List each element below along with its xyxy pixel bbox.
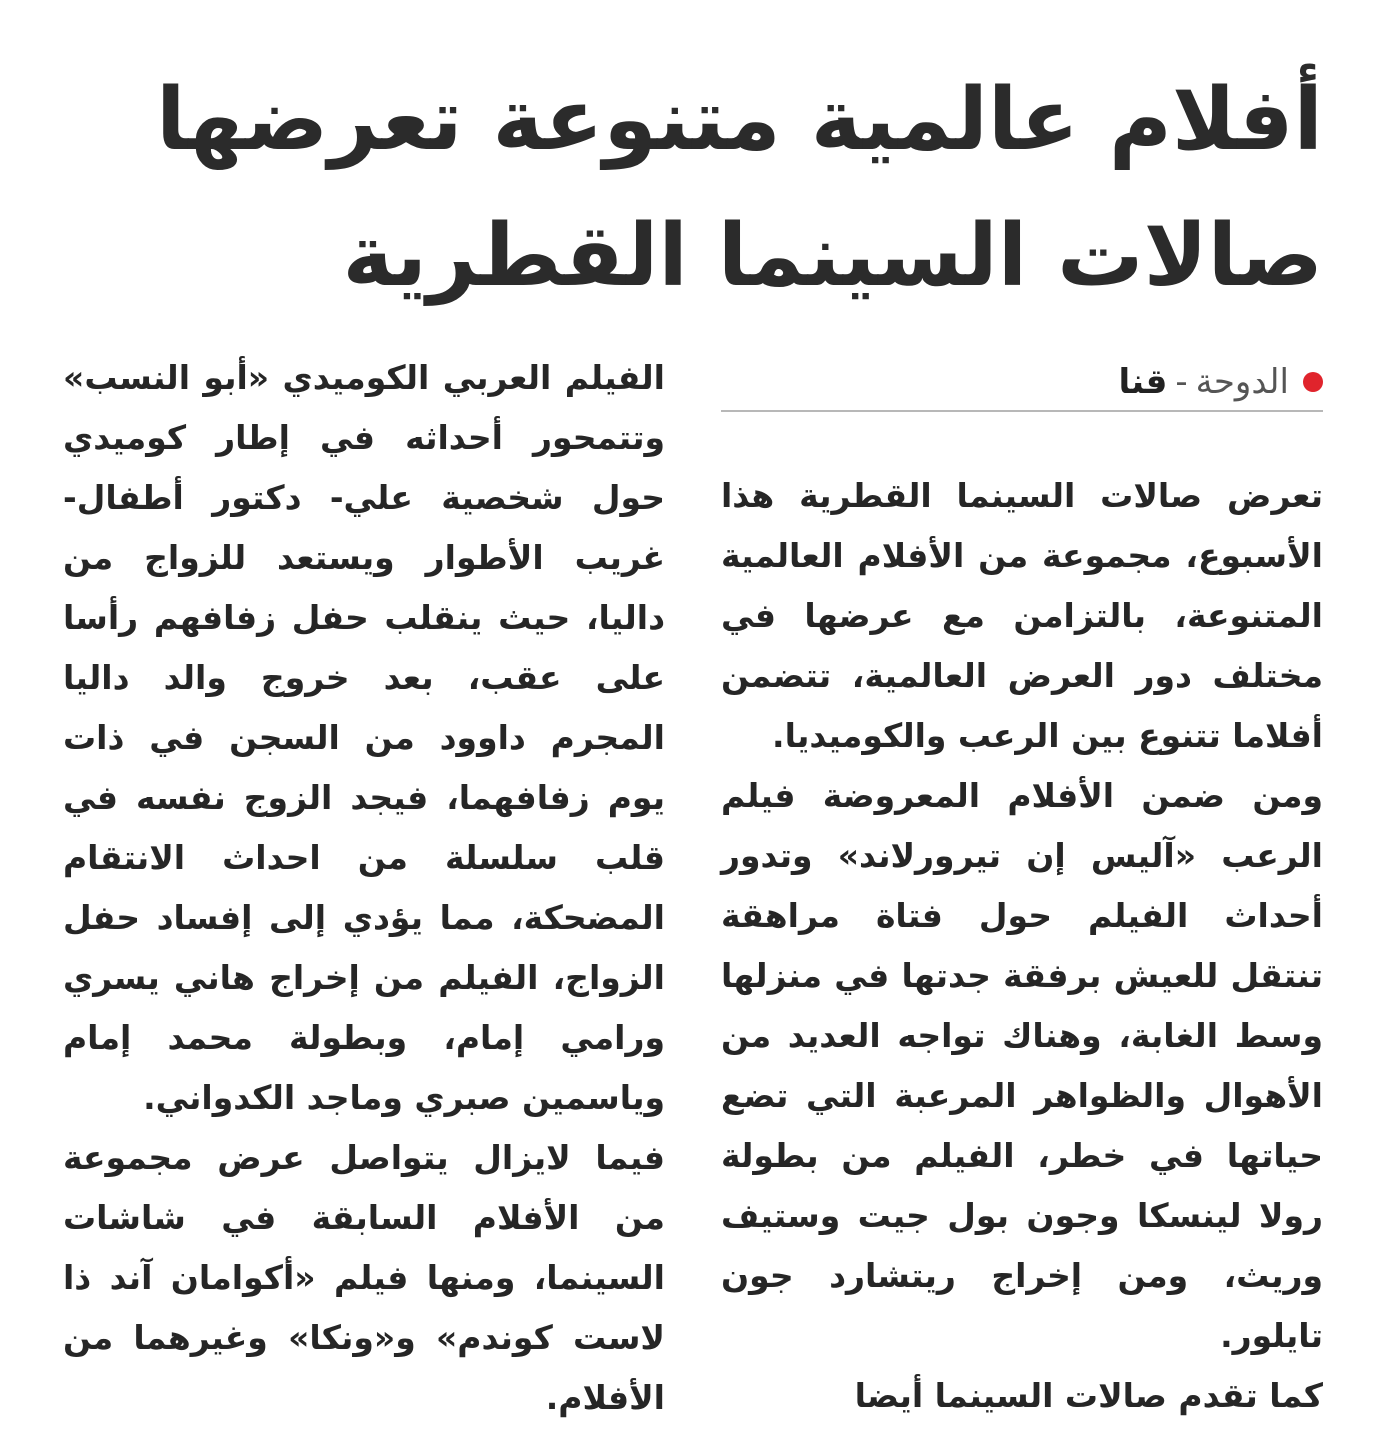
body-paragraph: فيما لايزال يتواصل عرض مجموعة من الأفلام السابقة في شاشات السينما، ومنها فيلم «أكوامان آند ذا لاست كوندم» و«ونكا» وغيرهما من الأفلام. — [63, 1138, 665, 1417]
body-paragraph: ومن ضمن الأفلام المعروضة فيلم الرعب «آليس إن تيرورلاند» وتدور أحداث الفيلم حول فتاة مراهقة تنتقل للعيش برفقة جدتها في منزلها وسط الغابة، وهناك تواجه العديد من الأهوال والظواهر المرعبة التي تضع حياتها في خطر، الفيلم من بطولة رولا لينسكا وجون بول جيت وستيف وريث، ومن إخراج ريتشارد جون تايلور. — [721, 776, 1323, 1355]
dateline-city: الدوحة — [1195, 362, 1289, 402]
article-body — [63, 348, 1323, 1417]
body-column-right — [721, 348, 1323, 1426]
article-headline: أفلام عالمية متنوعة تعرضها صالات السينما القطرية — [156, 70, 1323, 306]
body-paragraph: كما تقدم صالات السينما أيضا — [854, 1376, 1323, 1415]
dateline — [721, 348, 1323, 412]
dateline-agency: قنا — [1118, 362, 1168, 402]
red-dot-icon — [1303, 372, 1323, 392]
body-paragraph: تعرض صالات السينما القطرية هذا الأسبوع، مجموعة من الأفلام العالمية المتنوعة، بالتزامن مع عرضها في مختلف دور العرض العالمية، تتضمن أفلاما تتنوع بين الرعب والكوميديا. — [721, 476, 1323, 755]
body-column-left — [63, 348, 665, 1428]
dateline-separator: - — [1175, 362, 1188, 402]
body-paragraph: الفيلم العربي الكوميدي «أبو النسب» وتتمحور أحداثه في إطار كوميدي حول شخصية علي- دكتور أطفال- غريب الأطوار ويستعد للزواج من داليا، حيث ينقلب حفل زفافهم رأسا على عقب، بعد خروج والد داليا المجرم داوود من السجن في ذات يوم زفافهما، فيجد الزوج نفسه في قلب سلسلة من احداث الانتقام المضحكة، مما يؤدي إلى إفساد حفل الزواج، الفيلم من إخراج هاني يسري ورامي إمام، وبطولة محمد إمام وياسمين صبري وماجد الكدواني. — [63, 358, 665, 1117]
